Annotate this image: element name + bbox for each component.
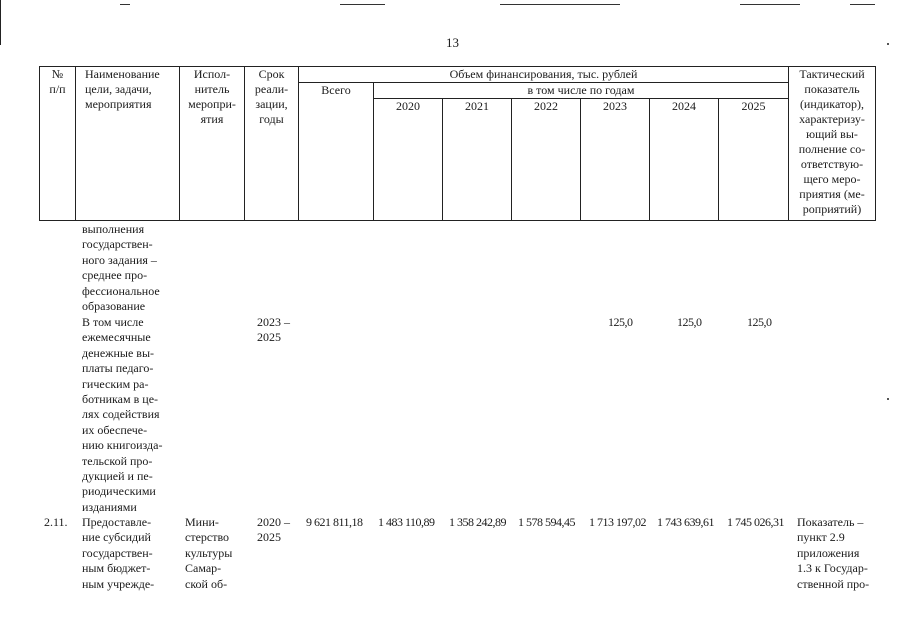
header-year-2020: 2020 [374, 99, 443, 221]
row-value-2023: 1 713 197,02 [589, 515, 646, 529]
header-total: Всего [299, 83, 374, 221]
row-value-2025: 125,0 [747, 315, 772, 329]
header-name: Наименование цели, задачи, мероприятия [76, 67, 180, 221]
row-name: Предоставле- ние субсидий государствен- ным бюджет- ным учрежде- [82, 515, 155, 591]
row-value-2023: 125,0 [608, 315, 633, 329]
header-year-2024: 2024 [650, 99, 719, 221]
row-value-2021: 1 358 242,89 [449, 515, 506, 529]
row-value-2024: 1 743 639,61 [657, 515, 714, 529]
scan-mark [850, 4, 875, 5]
page-number: 13 [446, 35, 459, 50]
row-indicator: Показатель – пункт 2.9 приложения 1.3 к Государ- ственной про- [797, 515, 870, 591]
header-year-2023: 2023 [581, 99, 650, 221]
header-by-year: в том числе по годам [374, 83, 789, 99]
header-funding: Объем финансирования, тыс. рублей [299, 67, 789, 83]
table-header [39, 66, 876, 221]
header-executor: Испол- нитель меропри- ятия [180, 67, 245, 221]
header-indicator: Тактический показатель (индикатор), характеризу- ющий вы- полнение со- ответствую- щего меро- приятия (ме- роприятий) [789, 67, 876, 221]
row-executor: Мини- стерство культуры Самар- ской об- [185, 515, 233, 591]
scan-mark [340, 4, 385, 5]
scan-dot [887, 398, 889, 400]
row-name: выполнения государствен- ного задания – среднее про- фессиональное образование [82, 222, 160, 314]
scan-mark [120, 4, 130, 5]
header-year-2025: 2025 [719, 99, 789, 221]
row-number: 2.11. [44, 515, 68, 529]
row-term: 2020 – 2025 [257, 515, 290, 545]
header-year-2021: 2021 [443, 99, 512, 221]
row-value-2020: 1 483 110,89 [378, 515, 435, 529]
row-name: В том числе ежемесячные денежные вы- платы педаго- гическим ра- ботникам в це- лях содействия их обеспече- нию книгоизда- тельской про- дукцией и пе- риодическими изданиями [82, 315, 163, 514]
row-value-2024: 125,0 [677, 315, 702, 329]
scan-mark [740, 4, 800, 5]
row-total: 9 621 811,18 [306, 515, 363, 529]
scan-mark [500, 4, 620, 5]
header-term: Срок реали- зации, годы [245, 67, 299, 221]
row-value-2022: 1 578 594,45 [518, 515, 575, 529]
row-term: 2023 – 2025 [257, 315, 290, 345]
header-no: № п/п [40, 67, 76, 221]
row-value-2025: 1 745 026,31 [727, 515, 784, 529]
header-year-2022: 2022 [512, 99, 581, 221]
